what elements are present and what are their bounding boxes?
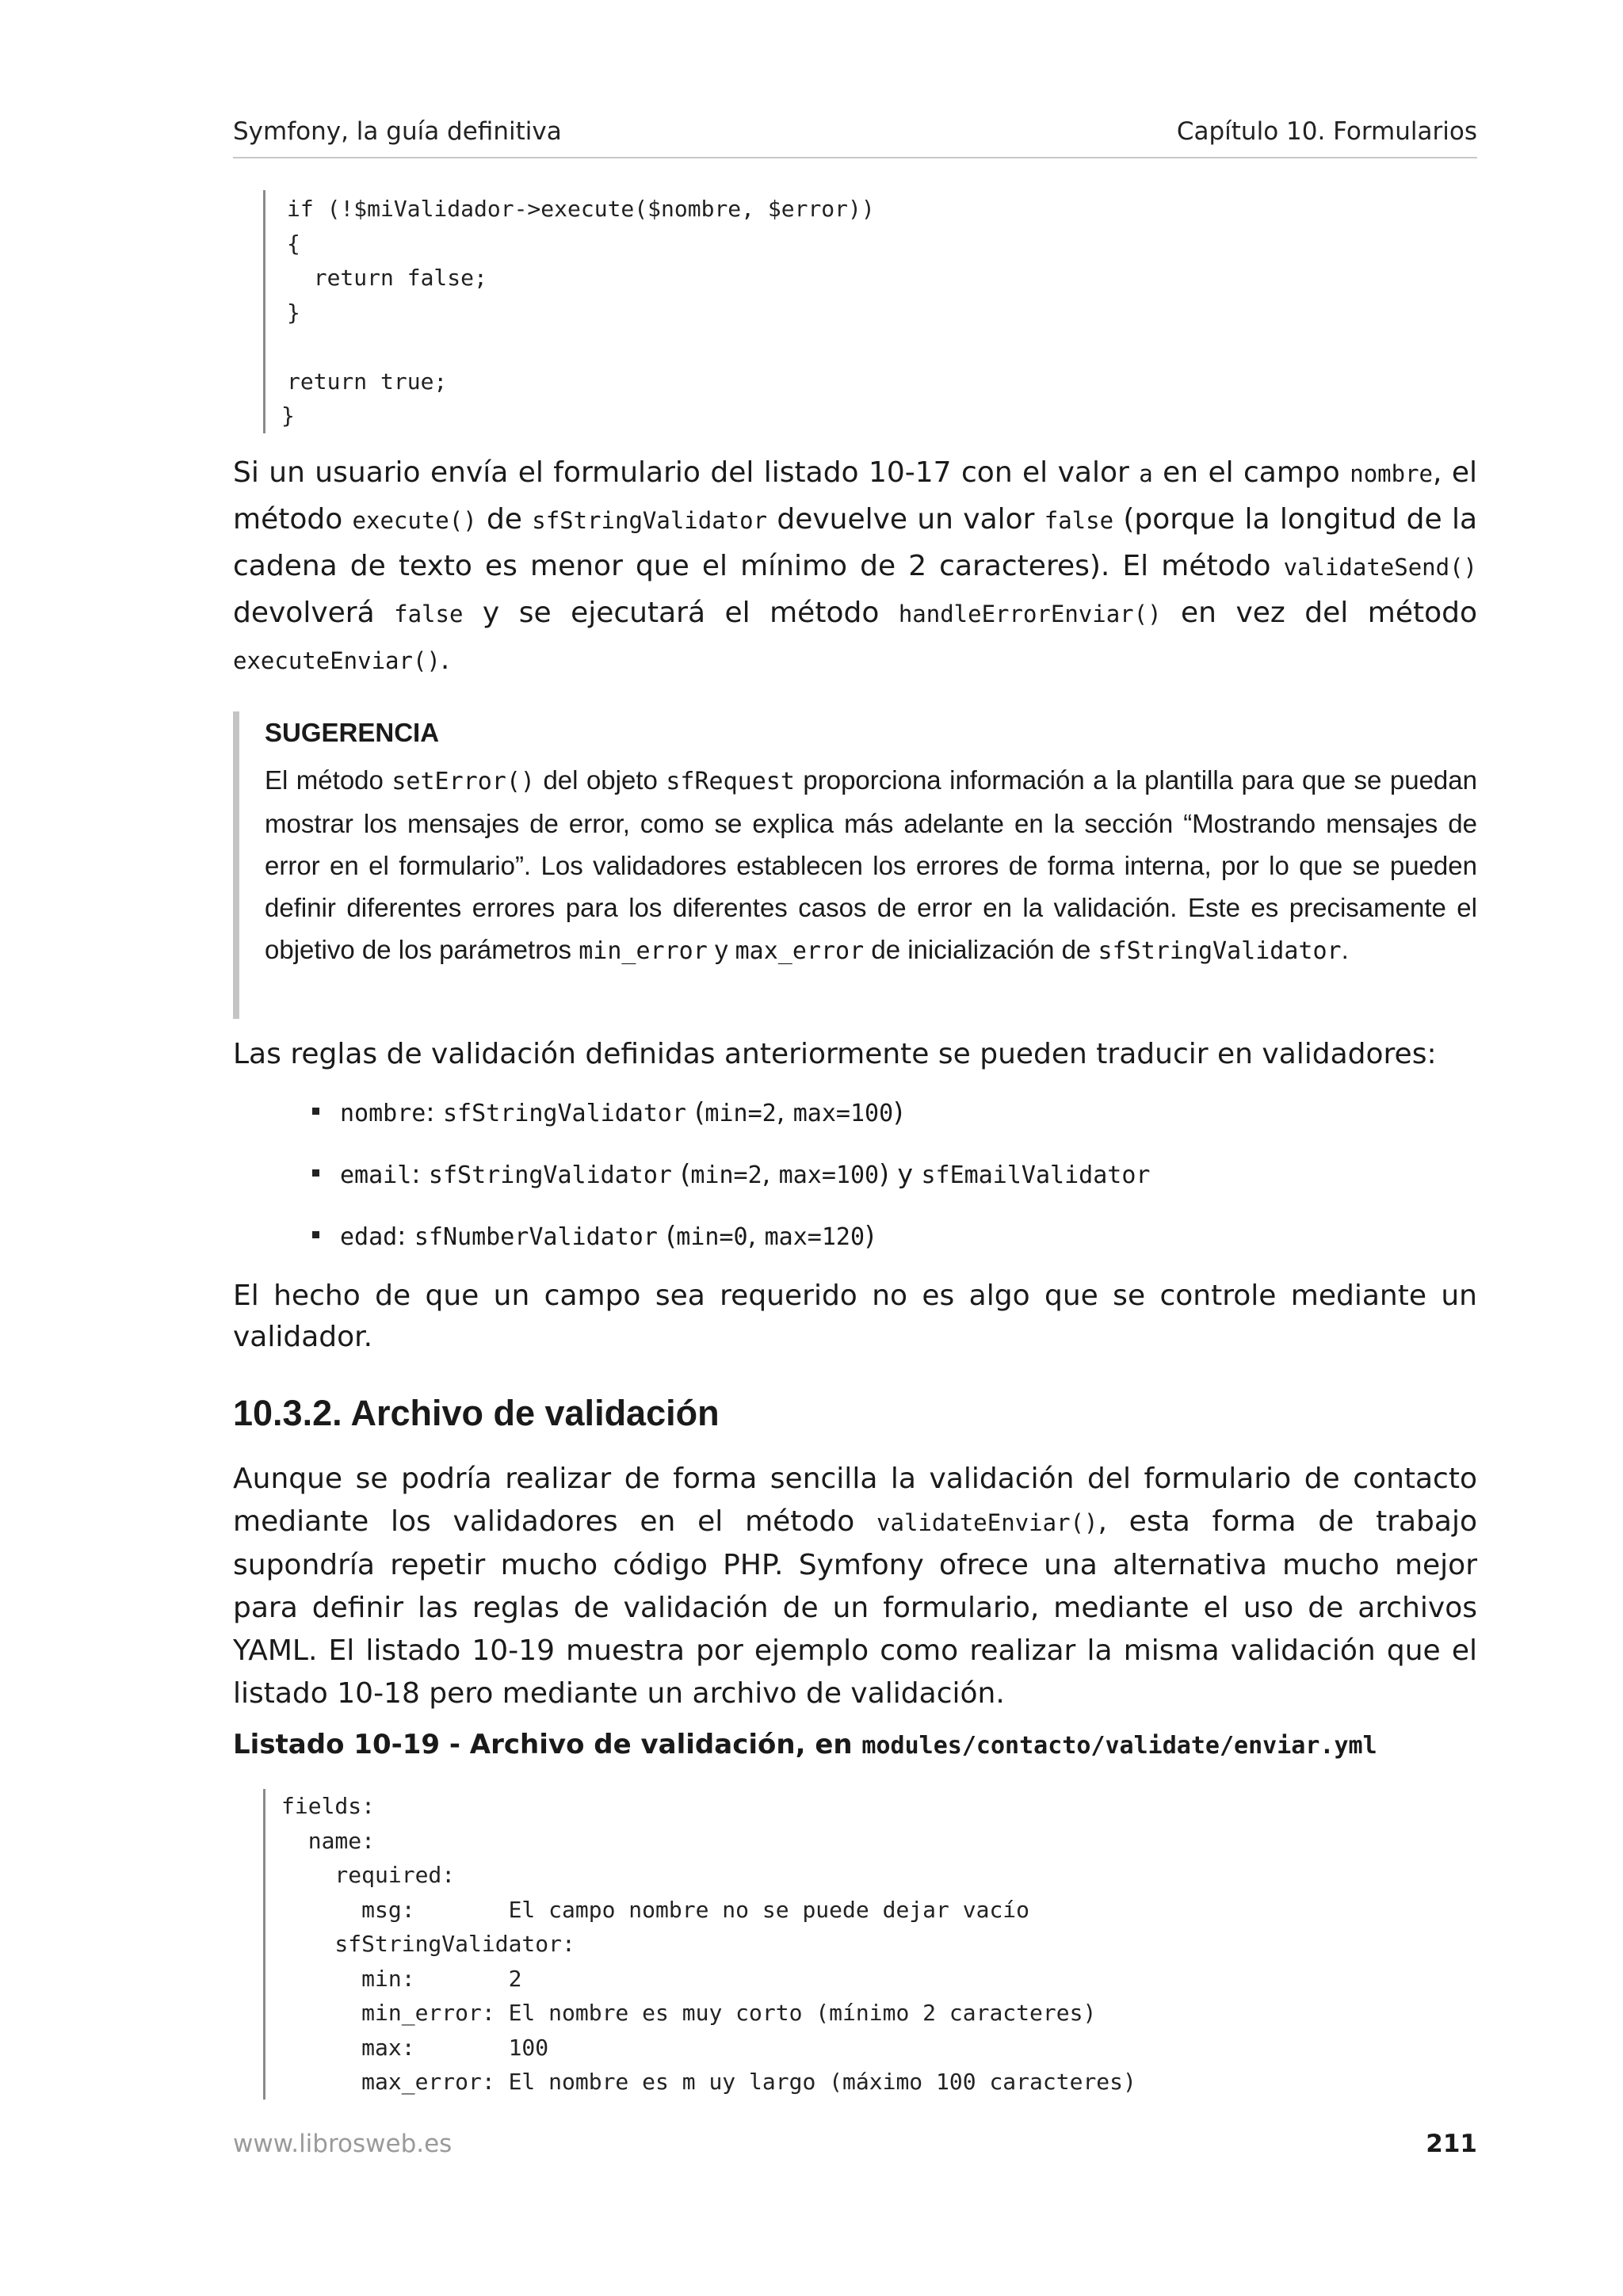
list-item: email: sfStringValidator (min=2, max=100) y sfEmailValidator <box>312 1155 1461 1217</box>
tip-body: El método setError() del objeto sfRequest proporciona información a la plantilla para que se puedan mostrar los mensajes de error, como se explica más adelante en la sección “Mostrando mensajes de error en el formulario”. Los validadores establecen los errores de forma interna, por lo que se pueden definir diferentes errores para los diferentes casos de error en la validación. Este es precisamente el objetivo de los parámetros min_error y max_error de inicialización de sfStringValidator. <box>265 765 1477 965</box>
code-line <box>265 330 1478 364</box>
code-block-yaml <box>263 1789 1478 2100</box>
inline-code: sfStringValidator <box>1098 937 1342 965</box>
bullet-square-icon <box>312 1108 319 1115</box>
bullet-square-icon <box>312 1231 319 1238</box>
inline-code: a <box>1139 460 1153 487</box>
code-line: min_error: El nombre es muy corto (mínimo 2 caracteres) <box>281 2000 1097 2026</box>
listing-caption: Listado 10-19 - Archivo de validación, en modules/contacto/validate/enviar.yml <box>233 1729 1377 1760</box>
paragraph-validation-file: Aunque se podría realizar de forma sencilla la validación del formulario de contacto mediante los validadores en el método validateEnviar(), esta forma de trabajo supondría repetir mucho código PHP. Symfony ofrece una alternativa mucho mejor para definir las reglas de validación de un formulario, mediante el uso de archivos YAML. El listado 10-19 muestra por ejemplo como realizar la misma validación que el listado 10-18 pero mediante un archivo de validación. <box>233 1463 1477 1710</box>
running-header <box>233 117 1477 158</box>
code-line: fields: <box>281 1793 376 1819</box>
code-line: max_error: El nombre es m uy largo (máximo 100 caracteres) <box>281 2069 1136 2095</box>
code-line: min: 2 <box>281 1965 522 1992</box>
tip-box <box>233 711 1484 1019</box>
inline-code: executeEnviar() <box>233 647 441 674</box>
tip-title: SUGERENCIA <box>265 718 440 747</box>
inline-code: validateEnviar() <box>876 1509 1098 1536</box>
paragraph-validator-explanation: Si un usuario envía el formulario del listado 10-17 con el valor a en el campo nombre, el método execute() de sfStringValidator devuelve un valor false (porque la longitud de la cadena de texto es menor que el mínimo de 2 caracteres). El método validateSend() devolverá false y se ejecutará el método handleErrorEnviar() en vez del método executeEnviar(). <box>233 456 1478 676</box>
code-line: return false; <box>287 265 487 291</box>
code-line: { <box>287 230 300 257</box>
list-item: edad: sfNumberValidator (min=0, max=120) <box>312 1217 1461 1279</box>
code-line-closing: } <box>281 402 295 429</box>
page-footer <box>233 2130 1477 2169</box>
footer-website-link[interactable]: www.librosweb.es <box>233 2130 453 2158</box>
inline-code: setError() <box>391 768 535 795</box>
inline-code: nombre <box>1350 460 1433 487</box>
paragraph-rules-intro: Las reglas de validación definidas anteriormente se pueden traducir en validadores: <box>233 1038 1437 1070</box>
inline-code: false <box>1044 507 1114 534</box>
listing-path: modules/contacto/validate/enviar.yml <box>861 1732 1377 1760</box>
validator-list <box>312 1093 1461 1279</box>
code-line: msg: El campo nombre no se puede dejar vacío <box>281 1896 1030 1923</box>
code-block-php <box>263 190 1478 433</box>
book-title: Symfony, la guía definitiva <box>233 117 562 146</box>
chapter-title: Capítulo 10. Formularios <box>1176 117 1477 146</box>
inline-code: max_error <box>735 937 865 965</box>
section-heading: 10.3.2. Archivo de validación <box>233 1393 720 1433</box>
inline-code: min_error <box>579 937 708 965</box>
inline-code: false <box>394 601 464 627</box>
inline-code: validateSend() <box>1283 554 1477 581</box>
inline-code: sfRequest <box>666 768 795 795</box>
inline-code: execute() <box>352 507 477 534</box>
code-line: max: 100 <box>281 2034 549 2061</box>
code-line: } <box>287 299 300 326</box>
paragraph-required-note: El hecho de que un campo sea requerido no es algo que se controle mediante un validador. <box>233 1280 1477 1353</box>
page-number: 211 <box>1426 2130 1477 2158</box>
code-line: if (!$miValidador->execute($nombre, $error)) <box>287 196 875 222</box>
code-line: name: <box>281 1827 376 1854</box>
inline-code: handleErrorEnviar() <box>898 601 1162 627</box>
code-line: sfStringValidator: <box>281 1931 575 1957</box>
inline-code: sfStringValidator <box>532 507 768 534</box>
bullet-square-icon <box>312 1169 319 1177</box>
code-line: required: <box>281 1862 456 1888</box>
document-page <box>233 0 1477 2296</box>
list-item: nombre: sfStringValidator (min=2, max=100) <box>312 1093 1461 1155</box>
code-line: return true; <box>287 368 448 395</box>
